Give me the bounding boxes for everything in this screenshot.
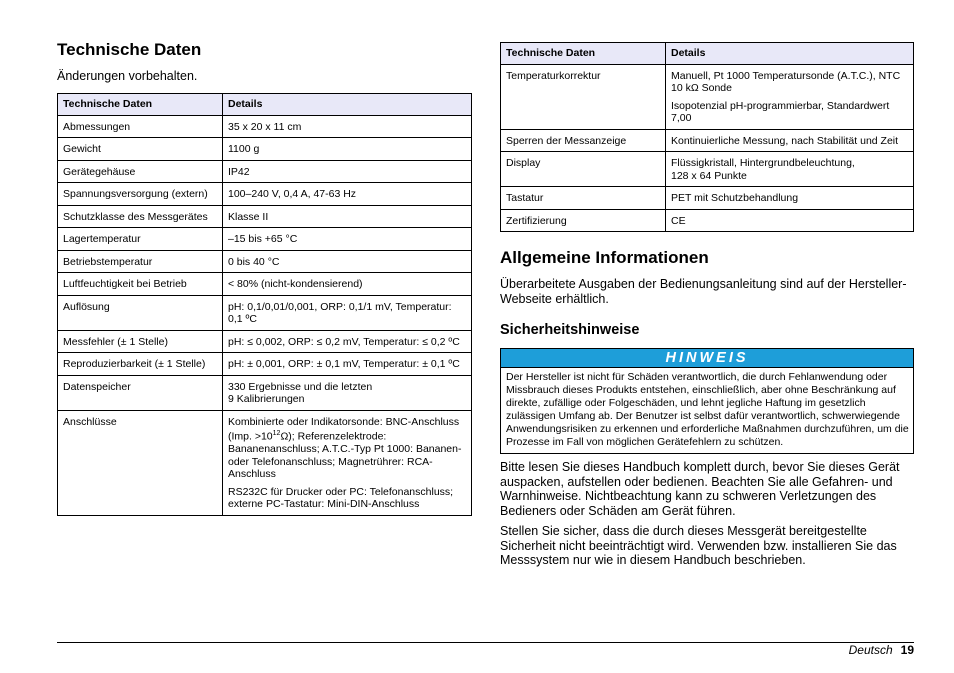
spec-value — [223, 353, 472, 376]
table-row-luftfeuchtigkeit-bei-betrieb — [58, 273, 472, 296]
spec-value-line: 0 bis 40 °C — [228, 255, 280, 268]
spec-value-paragraph — [671, 192, 908, 205]
footer-language: Deutsch — [848, 643, 893, 657]
table-row-sperren-der-messanzeige — [501, 129, 914, 152]
spec-value-paragraph — [228, 233, 466, 246]
spec-value — [223, 138, 472, 161]
spec-value-paragraph — [228, 121, 466, 134]
spec-value-paragraph — [671, 100, 908, 125]
spec-value-line: –15 bis +65 °C — [228, 233, 298, 245]
spec-value-paragraph — [228, 358, 466, 371]
spec-value-line: pH: ≤ 0,002, ORP: ≤ 0,2 mV, Temperatur: ≤ 0,2 ºC — [228, 335, 460, 348]
spec-label: Anschlüsse — [58, 410, 223, 515]
spec-value-line: IP42 — [228, 165, 250, 178]
table-header-row — [58, 94, 472, 116]
spec-value — [223, 160, 472, 183]
table-row-schutzklasse-des-messgeraetes — [58, 205, 472, 228]
table-row-zertifizierung — [501, 209, 914, 232]
table-row-display — [501, 152, 914, 187]
spec-label: Gewicht — [58, 138, 223, 161]
spec-label: Zertifizierung — [501, 209, 666, 232]
table-row-anschluesse — [58, 410, 472, 515]
exponent: 12 — [272, 430, 281, 437]
spec-value-line: < 80% (nicht-kondensierend) — [228, 278, 363, 290]
spec-value-paragraph — [228, 278, 466, 291]
table-row-temperaturkorrektur — [501, 64, 914, 129]
spec-label: Messfehler (± 1 Stelle) — [58, 330, 223, 353]
spec-value-line: pH: ± 0,001, ORP: ± 0,1 mV, Temperatur: ± 0,1 ºC — [228, 358, 460, 370]
spec-value-line: CE — [671, 214, 686, 227]
spec-value — [666, 187, 914, 210]
spec-value-paragraph — [228, 336, 466, 349]
spec-value-paragraph — [228, 301, 466, 326]
spec-label: Lagertemperatur — [58, 228, 223, 251]
spec-label: Display — [501, 152, 666, 187]
spec-value — [223, 410, 472, 515]
spec-value-paragraph — [228, 486, 466, 511]
table-row-abmessungen — [58, 115, 472, 138]
spec-label: Temperaturkorrektur — [501, 64, 666, 129]
safety-paragraph-read-manual: Bitte lesen Sie dieses Handbuch komplett durch, bevor Sie dieses Gerät auspacken, aufstellen oder bedienen. Beachten Sie alle Gefahren- und Warnhinweise. Nichtbeachtung kann zu schweren Verletzungen des Bedieners oder Schäden am Gerät führen. — [500, 460, 900, 518]
spec-value-line: Klasse II — [228, 210, 269, 223]
spec-value-paragraph — [228, 416, 466, 481]
spec-label: Reproduzierbarkeit (± 1 Stelle) — [58, 353, 223, 376]
page-footer — [849, 643, 914, 657]
column-header-spec: Technische Daten — [501, 43, 666, 65]
spec-value-line: RS232C für Drucker oder PC: Telefonanschluss; externe PC-Tastatur: Mini-DIN-Anschluss — [228, 485, 454, 510]
spec-value — [223, 115, 472, 138]
spec-value-paragraph — [228, 381, 466, 406]
spec-label: Betriebstemperatur — [58, 250, 223, 273]
spec-value-text: Kombinierte oder Indikatorsonde: BNC-Anschluss (Imp. >10 — [228, 415, 460, 443]
table-row-tastatur — [501, 187, 914, 210]
spec-label: Schutzklasse des Messgerätes — [58, 205, 223, 228]
spec-value-line: 128 x 64 Punkte — [671, 169, 747, 182]
spec-label: Spannungsversorgung (extern) — [58, 183, 223, 206]
technical-data-table-left — [57, 93, 472, 516]
spec-value-line: Manuell, Pt 1000 Temperatursonde (A.T.C.), NTC 10 kΩ Sonde — [671, 69, 901, 94]
spec-value-line: 9 Kalibrierungen — [228, 393, 305, 405]
left-column — [57, 40, 472, 516]
safety-information-heading: Sicherheitshinweise — [500, 322, 640, 338]
spec-label: Auflösung — [58, 295, 223, 330]
spec-value — [223, 330, 472, 353]
page-number: 19 — [900, 643, 914, 657]
general-information-heading: Allgemeine Informationen — [500, 248, 709, 267]
spec-value-paragraph — [228, 211, 466, 224]
table-row-messfehler-1-stelle — [58, 330, 472, 353]
spec-value-paragraph — [228, 166, 466, 179]
technical-data-heading: Technische Daten — [57, 40, 202, 59]
table-row-lagertemperatur — [58, 228, 472, 251]
spec-value — [666, 64, 914, 129]
table-row-betriebstemperatur — [58, 250, 472, 273]
spec-value-line: 35 x 20 x 11 cm — [228, 120, 302, 133]
spec-value-line: 100–240 V, 0,4 A, 47-63 Hz — [228, 188, 357, 200]
spec-label: Datenspeicher — [58, 375, 223, 410]
technical-data-table-right-body — [501, 64, 914, 232]
spec-label: Sperren der Messanzeige — [501, 129, 666, 152]
spec-value — [223, 250, 472, 273]
spec-value — [223, 295, 472, 330]
spec-value-paragraph — [671, 215, 908, 228]
footer-divider — [57, 642, 914, 643]
table-row-aufloesung — [58, 295, 472, 330]
spec-label: Abmessungen — [58, 115, 223, 138]
notice-text: Der Hersteller ist nicht für Schäden verantwortlich, die durch Fehlanwendung oder Missbrauch dieses Produkts entstehen, einschließlich, aber ohne Beschränkung auf direkte, zufällige oder Folgeschäden, und lehnt jegliche Haftung im gesetzlich zulässigen Umfang ab. Der Benutzer ist selbst dafür verantwortlich, schwerwiegende Anwendungsrisiken zu erkennen und erforderliche Maßnahmen durchzuführen, um die Prozesse im Fall von möglichen Gerätefehlern zu schützen. — [506, 371, 909, 448]
spec-value — [223, 375, 472, 410]
spec-value — [666, 152, 914, 187]
technical-data-table-right — [500, 42, 914, 232]
table-header-row — [501, 43, 914, 65]
spec-value-line: pH: 0,1/0,01/0,001, ORP: 0,1/1 mV, Temperatur: 0,1 ºC — [228, 300, 452, 325]
safety-paragraph-ensure-safety: Stellen Sie sicher, dass die durch dieses Messgerät bereitgestellte Sicherheit nicht beeinträchtigt wird. Verwenden bzw. installieren Sie das Messsystem nur wie in diesem Handbuch beschrieben. — [500, 524, 897, 567]
spec-label: Gerätegehäuse — [58, 160, 223, 183]
spec-value — [223, 183, 472, 206]
spec-value-paragraph — [671, 135, 908, 148]
column-header-spec: Technische Daten — [58, 94, 223, 116]
table-row-gewicht — [58, 138, 472, 161]
changes-reserved-note: Änderungen vorbehalten. — [57, 69, 198, 83]
spec-value — [666, 129, 914, 152]
spec-value-line: Flüssigkristall, Hintergrundbeleuchtung, — [671, 157, 855, 169]
spec-value-text: Ω); Referenzelektrode: Bananenanschluss; A.T.C.-Typ Pt 1000: Bananen- oder Telefonanschluss; Magnetrührer: RCA-Anschluss — [228, 430, 462, 480]
table-row-geraetegehaeuse — [58, 160, 472, 183]
spec-value — [223, 228, 472, 251]
spec-value-line: Kontinuierliche Messung, nach Stabilität und Zeit — [671, 134, 899, 147]
column-header-details: Details — [666, 43, 914, 65]
spec-value-paragraph — [671, 70, 908, 95]
column-header-details: Details — [223, 94, 472, 116]
table-row-reproduzierbarkeit-1-stelle — [58, 353, 472, 376]
spec-label: Tastatur — [501, 187, 666, 210]
general-information-text: Überarbeitete Ausgaben der Bedienungsanleitung sind auf der Hersteller-Webseite erhältlich. — [500, 277, 907, 306]
spec-value — [223, 205, 472, 228]
spec-value-line: PET mit Schutzbehandlung — [671, 192, 799, 204]
right-column — [500, 42, 914, 568]
spec-label: Luftfeuchtigkeit bei Betrieb — [58, 273, 223, 296]
technical-data-table-left-body — [58, 115, 472, 515]
table-row-datenspeicher — [58, 375, 472, 410]
spec-value-paragraph — [228, 188, 466, 201]
spec-value — [223, 273, 472, 296]
table-row-spannungsversorgung-extern — [58, 183, 472, 206]
spec-value — [666, 209, 914, 232]
spec-value-line: 1100 g — [228, 143, 260, 155]
spec-value-paragraph — [228, 256, 466, 269]
spec-value-line: Isopotenzial pH-programmierbar, Standardwert 7,00 — [671, 99, 890, 124]
spec-value-line: 330 Ergebnisse und die letzten — [228, 380, 373, 393]
notice-title: HINWEIS — [501, 349, 913, 368]
notice-box — [500, 348, 914, 454]
spec-value-paragraph — [228, 143, 466, 156]
spec-value-paragraph — [671, 157, 908, 182]
